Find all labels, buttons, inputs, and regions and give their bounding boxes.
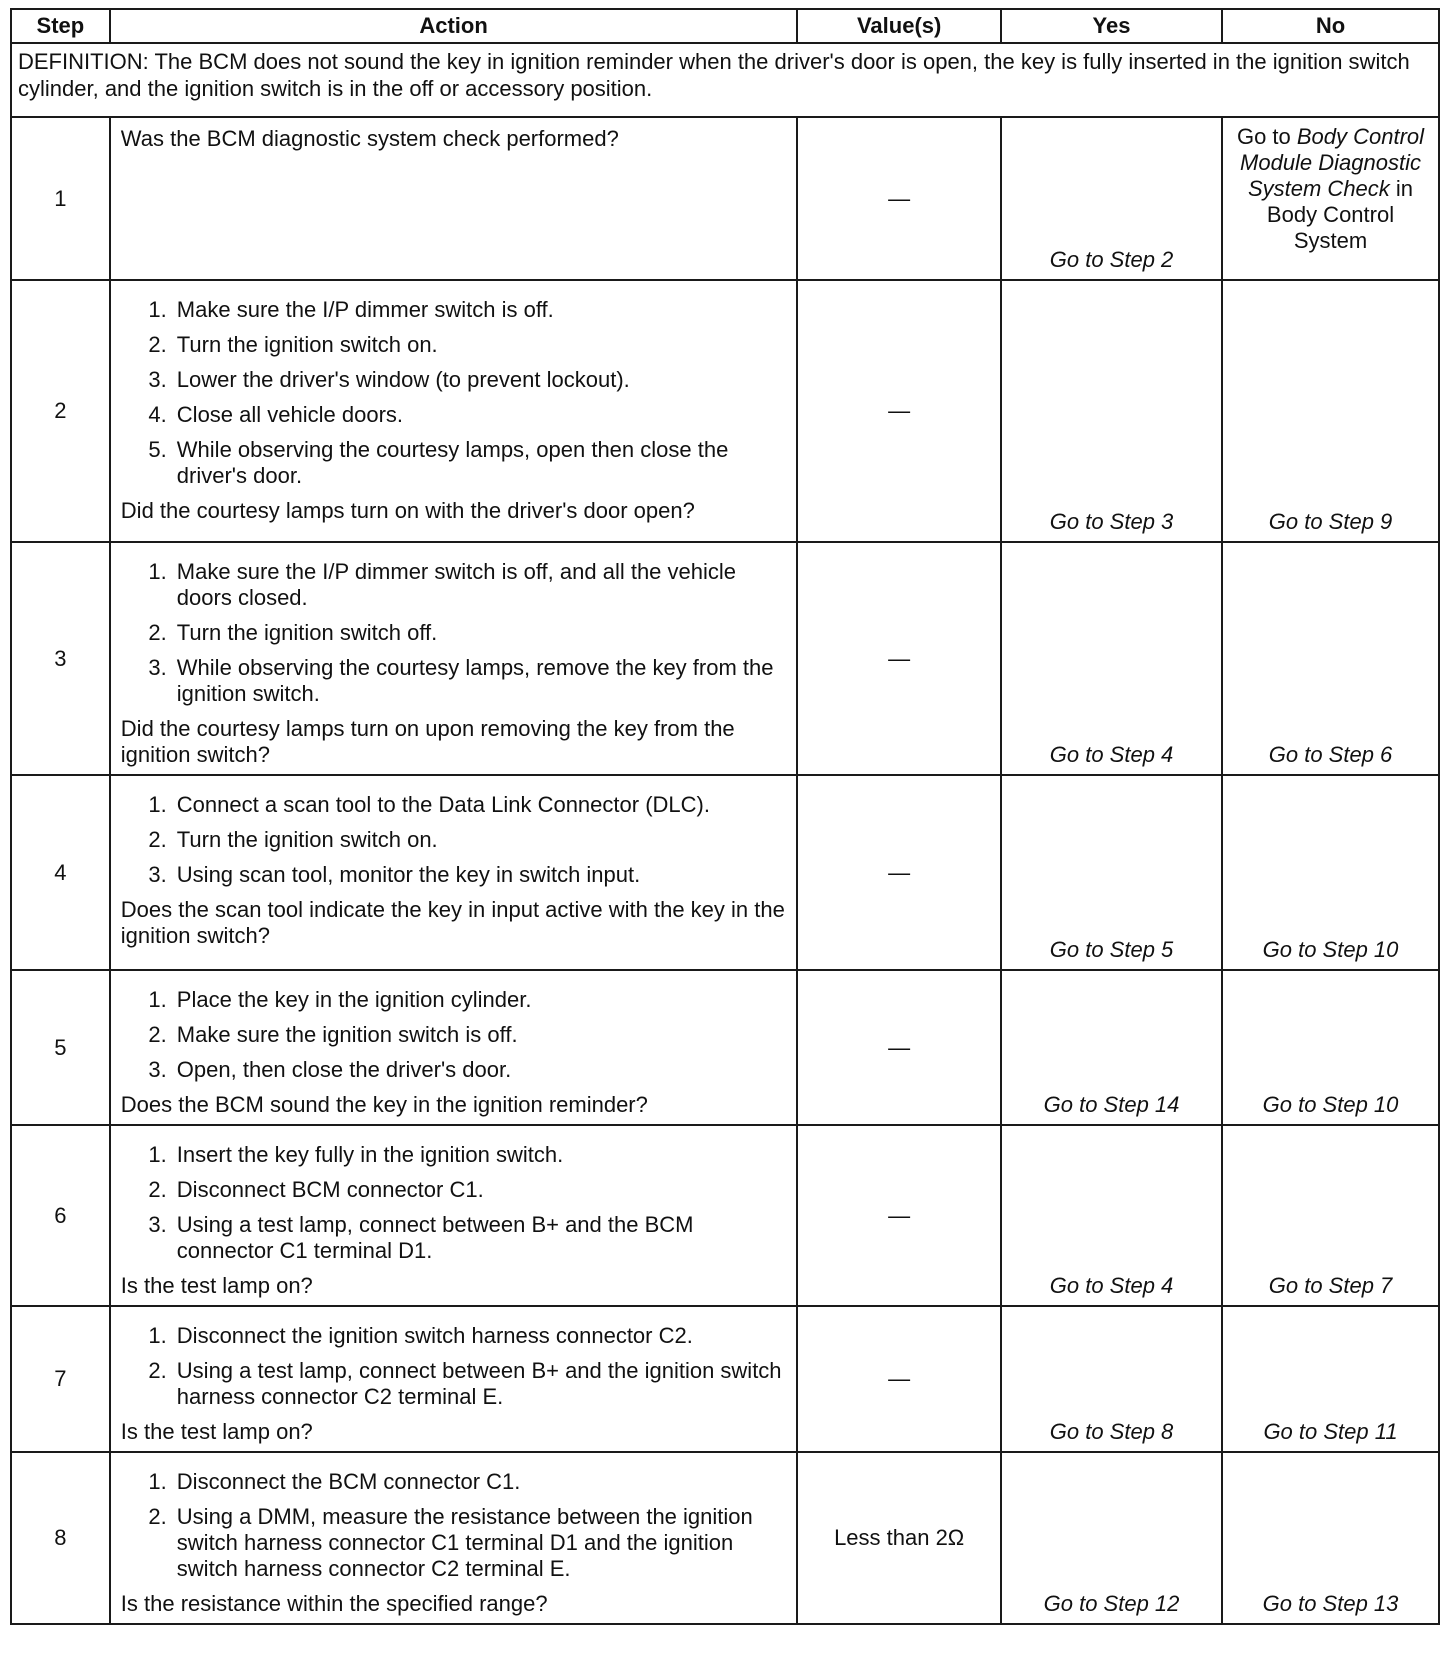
action-steps-list	[121, 792, 787, 888]
action-steps-list	[121, 1469, 787, 1582]
action-step-item: 1. Make sure the I/P dimmer switch is off, and all the vehicle doors closed.	[173, 559, 787, 611]
step-number: 3	[11, 542, 110, 775]
no-cell: Go to Step 13	[1222, 1452, 1439, 1624]
action-steps-list	[121, 1142, 787, 1264]
no-cell	[1222, 117, 1439, 280]
action-cell	[110, 280, 798, 542]
step-row	[11, 1306, 1439, 1452]
step-row	[11, 970, 1439, 1125]
action-question: Did the courtesy lamps turn on upon removing the key from the ignition switch?	[120, 716, 735, 767]
action-cell	[110, 117, 798, 280]
action-step-item: 1. Disconnect the BCM connector C1.	[173, 1469, 787, 1495]
action-step-item: 1. Place the key in the ignition cylinder.	[173, 987, 787, 1013]
action-step-item: 2. Turn the ignition switch off.	[173, 620, 787, 646]
value-cell: —	[797, 970, 1001, 1125]
action-question: Is the test lamp on?	[120, 1273, 313, 1298]
action-question: Is the resistance within the specified range?	[120, 1591, 548, 1616]
action-question: Does the scan tool indicate the key in input active with the key in the ignition switch?	[120, 897, 785, 948]
no-cell: Go to Step 6	[1222, 542, 1439, 775]
yes-cell: Go to Step 4	[1001, 542, 1222, 775]
value-cell: —	[797, 1306, 1001, 1452]
action-step-item: 1. Connect a scan tool to the Data Link Connector (DLC).	[173, 792, 787, 818]
action-question: Is the test lamp on?	[120, 1419, 313, 1444]
no-cell-text: Go to	[1236, 124, 1297, 149]
definition-text: DEFINITION: The BCM does not sound the key in ignition reminder when the driver's door is open, the key is fully inserted in the ignition switch cylinder, and the ignition switch is in the off or accessory position.	[11, 43, 1439, 117]
yes-cell: Go to Step 4	[1001, 1125, 1222, 1306]
step-row	[11, 1452, 1439, 1624]
yes-cell: Go to Step 8	[1001, 1306, 1222, 1452]
value-cell: —	[797, 775, 1001, 970]
action-step-item: 3. Open, then close the driver's door.	[173, 1057, 787, 1083]
step-row	[11, 1125, 1439, 1306]
header-row	[11, 9, 1439, 43]
action-step-item: 2. Disconnect BCM connector C1.	[173, 1177, 787, 1203]
step-number: 5	[11, 970, 110, 1125]
action-steps-list	[121, 987, 787, 1083]
action-step-item: 2. Using a test lamp, connect between B+ and the ignition switch harness connector C2 terminal E.	[173, 1358, 787, 1410]
yes-cell: Go to Step 14	[1001, 970, 1222, 1125]
step-number: 6	[11, 1125, 110, 1306]
step-row	[11, 542, 1439, 775]
step-number: 7	[11, 1306, 110, 1452]
yes-cell: Go to Step 5	[1001, 775, 1222, 970]
no-cell-reference: Body Control Module Diagnostic System Check	[1240, 124, 1425, 201]
action-step-item: 1. Disconnect the ignition switch harness connector C2.	[173, 1323, 787, 1349]
action-step-item: 3. Using a test lamp, connect between B+ and the BCM connector C1 terminal D1.	[173, 1212, 787, 1264]
header-step: Step	[11, 9, 110, 43]
yes-cell: Go to Step 2	[1001, 117, 1222, 280]
yes-cell: Go to Step 12	[1001, 1452, 1222, 1624]
action-step-item: 2. Turn the ignition switch on.	[173, 332, 787, 358]
header-no: No	[1222, 9, 1439, 43]
action-question: Did the courtesy lamps turn on with the driver's door open?	[120, 498, 695, 523]
action-step-item: 3. While observing the courtesy lamps, remove the key from the ignition switch.	[173, 655, 787, 707]
action-step-item: 2. Make sure the ignition switch is off.	[173, 1022, 787, 1048]
diagnostic-table-page	[10, 8, 1440, 1625]
value-cell: —	[797, 542, 1001, 775]
action-step-item: 2. Using a DMM, measure the resistance between the ignition switch harness connector C1 terminal D1 and the ignition switch harness connector C2 terminal E.	[173, 1504, 787, 1582]
action-steps-list	[121, 297, 787, 489]
action-step-item: 3. Lower the driver's window (to prevent lockout).	[173, 367, 787, 393]
action-cell	[110, 775, 798, 970]
action-step-item: 1. Make sure the I/P dimmer switch is off.	[173, 297, 787, 323]
no-cell: Go to Step 7	[1222, 1125, 1439, 1306]
value-cell: Less than 2Ω	[797, 1452, 1001, 1624]
no-cell: Go to Step 11	[1222, 1306, 1439, 1452]
action-question: Was the BCM diagnostic system check performed?	[120, 126, 619, 151]
step-number: 1	[11, 117, 110, 280]
action-cell	[110, 542, 798, 775]
definition-row	[11, 43, 1439, 117]
action-step-item: 2. Turn the ignition switch on.	[173, 827, 787, 853]
no-cell-text: in Body Control System	[1266, 176, 1414, 253]
action-cell	[110, 970, 798, 1125]
action-question: Does the BCM sound the key in the ignition reminder?	[120, 1092, 648, 1117]
action-step-item: 4. Close all vehicle doors.	[173, 402, 787, 428]
action-step-item: 5. While observing the courtesy lamps, open then close the driver's door.	[173, 437, 787, 489]
action-steps-list	[121, 1323, 787, 1410]
no-cell: Go to Step 10	[1222, 970, 1439, 1125]
action-cell	[110, 1452, 798, 1624]
value-cell: —	[797, 1125, 1001, 1306]
step-number: 4	[11, 775, 110, 970]
action-cell	[110, 1125, 798, 1306]
no-cell: Go to Step 10	[1222, 775, 1439, 970]
step-number: 8	[11, 1452, 110, 1624]
no-cell: Go to Step 9	[1222, 280, 1439, 542]
action-step-item: 1. Insert the key fully in the ignition switch.	[173, 1142, 787, 1168]
step-row	[11, 117, 1439, 280]
header-values: Value(s)	[797, 9, 1001, 43]
yes-cell: Go to Step 3	[1001, 280, 1222, 542]
value-cell: —	[797, 117, 1001, 280]
action-step-item: 3. Using scan tool, monitor the key in switch input.	[173, 862, 787, 888]
value-cell: —	[797, 280, 1001, 542]
action-cell	[110, 1306, 798, 1452]
step-number: 2	[11, 280, 110, 542]
diagnostic-table	[10, 8, 1440, 1625]
step-row	[11, 775, 1439, 970]
action-steps-list	[121, 559, 787, 707]
header-yes: Yes	[1001, 9, 1222, 43]
header-action: Action	[110, 9, 798, 43]
step-row	[11, 280, 1439, 542]
